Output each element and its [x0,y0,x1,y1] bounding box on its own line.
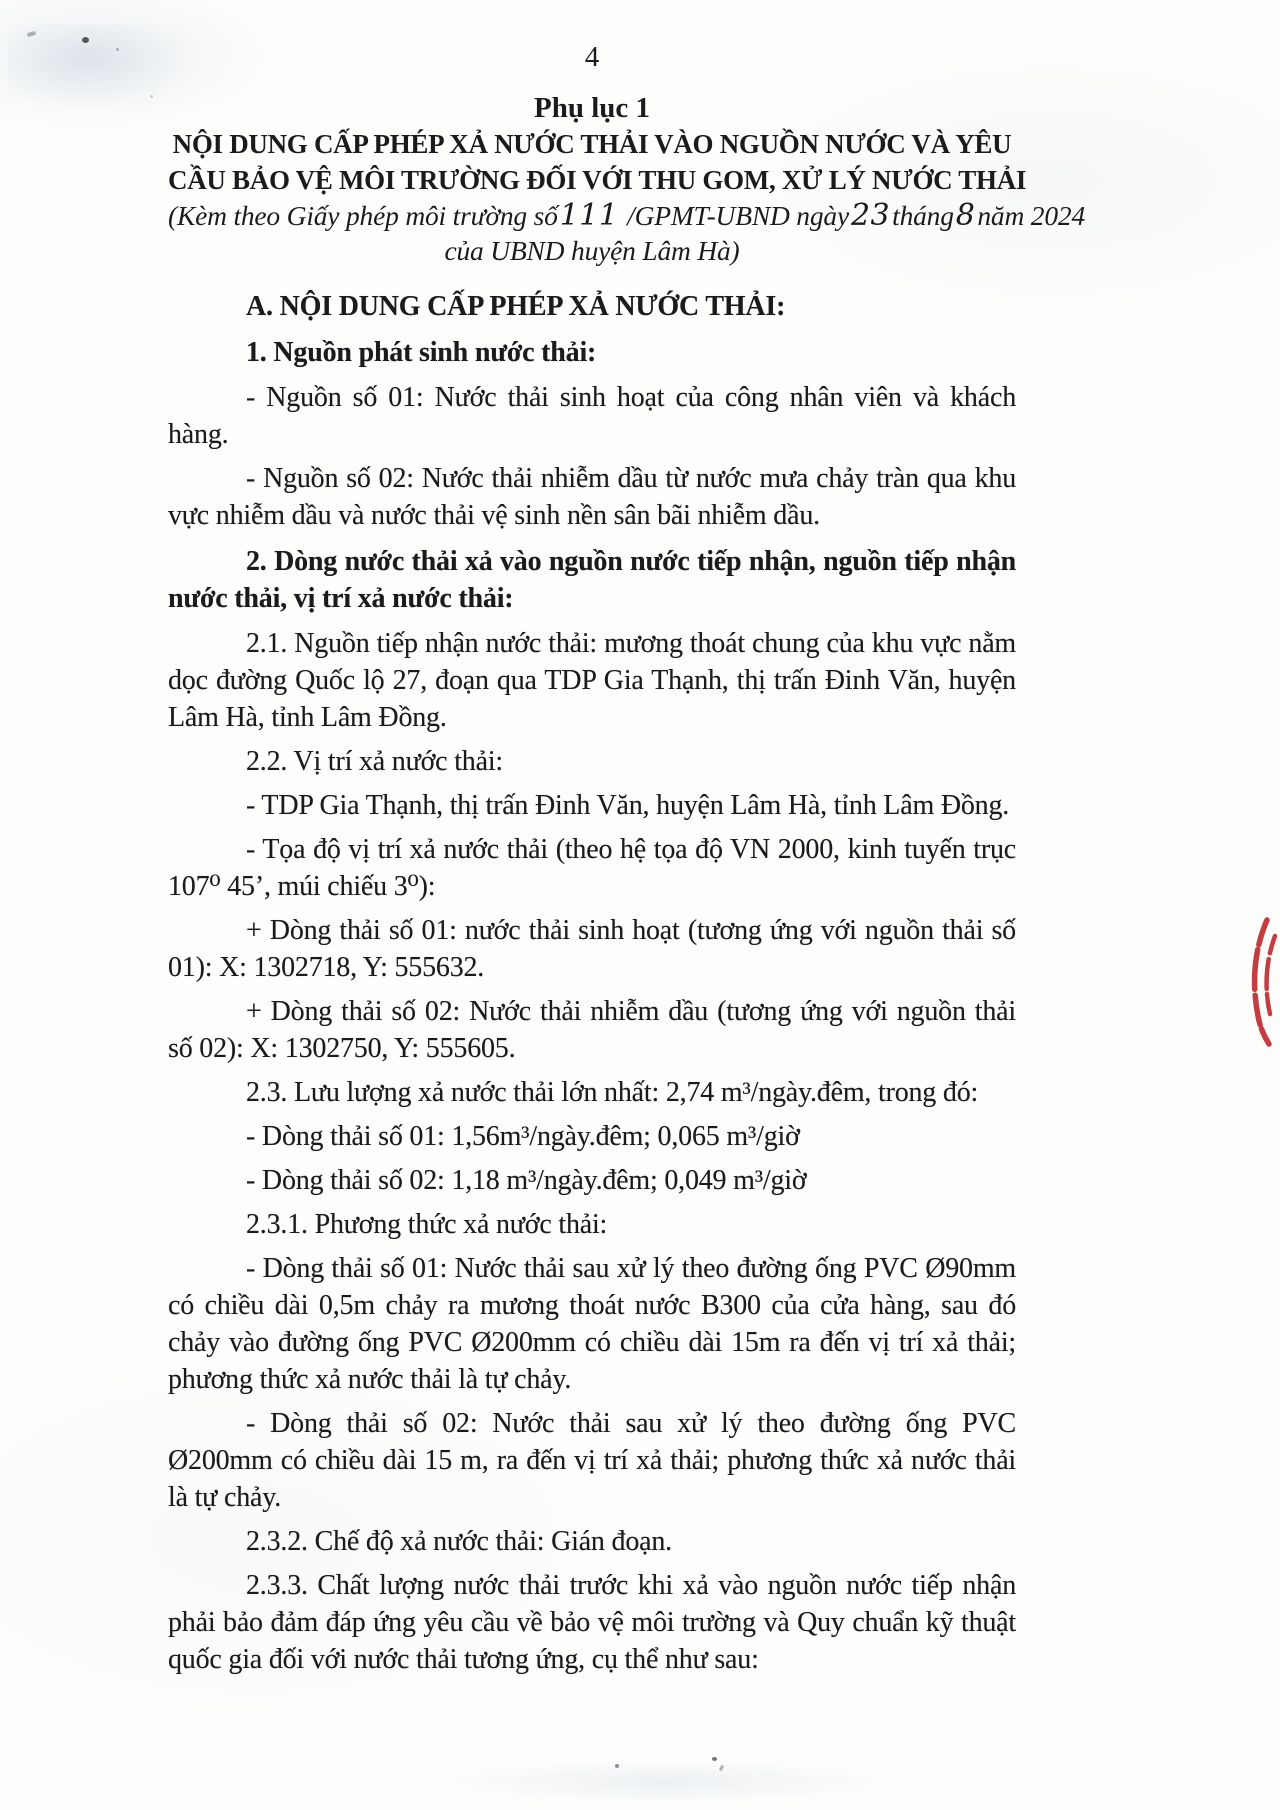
discharge-location-item: - TDP Gia Thạnh, thị trấn Đinh Văn, huyện Lâm Hà, tỉnh Lâm Đồng. [246,790,1010,821]
flow-01-method-item: - Dòng thải số 01: Nước thải sau xử lý theo đường ống PVC Ø90mm có chiều dài 0,5m chảy ra mương thoát nước B300 của cửa hàng, sau đó chảy vào đường ống PVC Ø200mm có chiều dài 15m ra đến vị trí xả thải; phương thức xả nước thải là tự chảy. [168,1253,1016,1395]
max-flow-2-3: 2.3. Lưu lượng xả nước thải lớn nhất: 2,74 m³/ngày.đêm, trong đó: [246,1077,979,1108]
ink-speck [116,48,119,51]
page-number: 4 [584,41,600,73]
ink-speck [150,95,153,98]
section-2-heading: 2. Dòng nước thải xả vào nguồn nước tiếp nhận, nguồn tiếp nhận nước thải, vị trí xả nước thải: [168,546,1016,614]
subtitle-text: (Kèm theo Giấy phép môi trường số [168,200,558,231]
ink-speck [719,1765,724,1772]
source-01-item: - Nguồn số 01: Nước thải sinh hoạt của công nhân viên và khách hàng. [168,382,1016,450]
section-1-heading: 1. Nguồn phát sinh nước thải: [246,337,597,368]
document-body [168,288,1016,1678]
subtitle-text: /GPMT-UBND ngày [620,200,849,231]
flow-01-rate-item: - Dòng thải số 01: 1,56m³/ngày.đêm; 0,065 m³/giờ [246,1121,800,1152]
receiving-source-2-1: 2.1. Nguồn tiếp nhận nước thải: mương thoát chung của khu vực nằm dọc đường Quốc lộ 27, đoạn qua TDP Gia Thạnh, thị trấn Đinh Văn, huyện Lâm Hà, tỉnh Lâm Đồng. [168,628,1016,733]
subtitle-text: năm 2024 [977,200,1086,231]
ink-speck [615,1764,619,1768]
title-line-1: NỘI DUNG CẤP PHÉP XẢ NƯỚC THẢI VÀO NGUỒN NƯỚC VÀ YÊU [172,129,1012,159]
flow-02-coordinates: + Dòng thải số 02: Nước thải nhiễm dầu (tương ứng với nguồn thải số 02): X: 1302750, Y: 555605. [168,996,1016,1064]
appendix-label: Phụ lục 1 [533,92,651,124]
handwritten-permit-number: 111 [559,198,619,233]
quality-2-3-3: 2.3.3. Chất lượng nước thải trước khi xả vào nguồn nước tiếp nhận phải bảo đảm đáp ứng yêu cầu về bảo vệ môi trường và Quy chuẩn kỹ thuật quốc gia đối với nước thải tương ứng, cụ thể như sau: [168,1570,1016,1675]
regime-2-3-2: 2.3.2. Chế độ xả nước thải: Gián đoạn. [246,1526,672,1557]
coordinates-intro-item: - Tọa độ vị trí xả nước thải (theo hệ tọa độ VN 2000, kinh tuyến trục 107⁰ 45’, múi chiếu 3⁰): [168,834,1016,902]
ink-speck [712,1757,717,1761]
source-02-item: - Nguồn số 02: Nước thải nhiễm dầu từ nước mưa chảy tràn qua khu vực nhiễm dầu và nước thải vệ sinh nền sân bãi nhiễm dầu. [168,463,1016,531]
ink-speck [82,37,89,43]
red-pen-mark [1238,916,1280,1051]
section-a-heading: A. NỘI DUNG CẤP PHÉP XẢ NƯỚC THẢI: [246,291,786,322]
document-title [168,126,1027,198]
handwritten-day: 23 [850,198,891,233]
flow-02-rate-item: - Dòng thải số 02: 1,18 m³/ngày.đêm; 0,049 m³/giờ [246,1165,807,1196]
discharge-location-2-2: 2.2. Vị trí xả nước thải: [246,746,503,777]
ink-speck [27,31,37,38]
title-line-2: CẦU BẢO VỆ MÔI TRƯỜNG ĐỐI VỚI THU GOM, XỬ LÝ NƯỚC THẢI [168,165,1027,195]
handwritten-month: 8 [955,198,976,233]
method-2-3-1: 2.3.1. Phương thức xả nước thải: [246,1209,608,1240]
subtitle-line-2: của UBND huyện Lâm Hà) [444,235,740,266]
document-content [168,40,1086,1685]
subtitle-text: tháng [892,200,954,231]
flow-01-coordinates: + Dòng thải số 01: nước thải sinh hoạt (tương ứng với nguồn thải số 01): X: 1302718, Y: 555632. [168,915,1016,983]
flow-02-method-item: - Dòng thải số 02: Nước thải sau xử lý theo đường ống PVC Ø200mm có chiều dài 15 m, ra đến vị trí xả thải; phương thức xả nước thải là tự chảy. [168,1408,1016,1513]
document-subtitle [168,198,1086,268]
